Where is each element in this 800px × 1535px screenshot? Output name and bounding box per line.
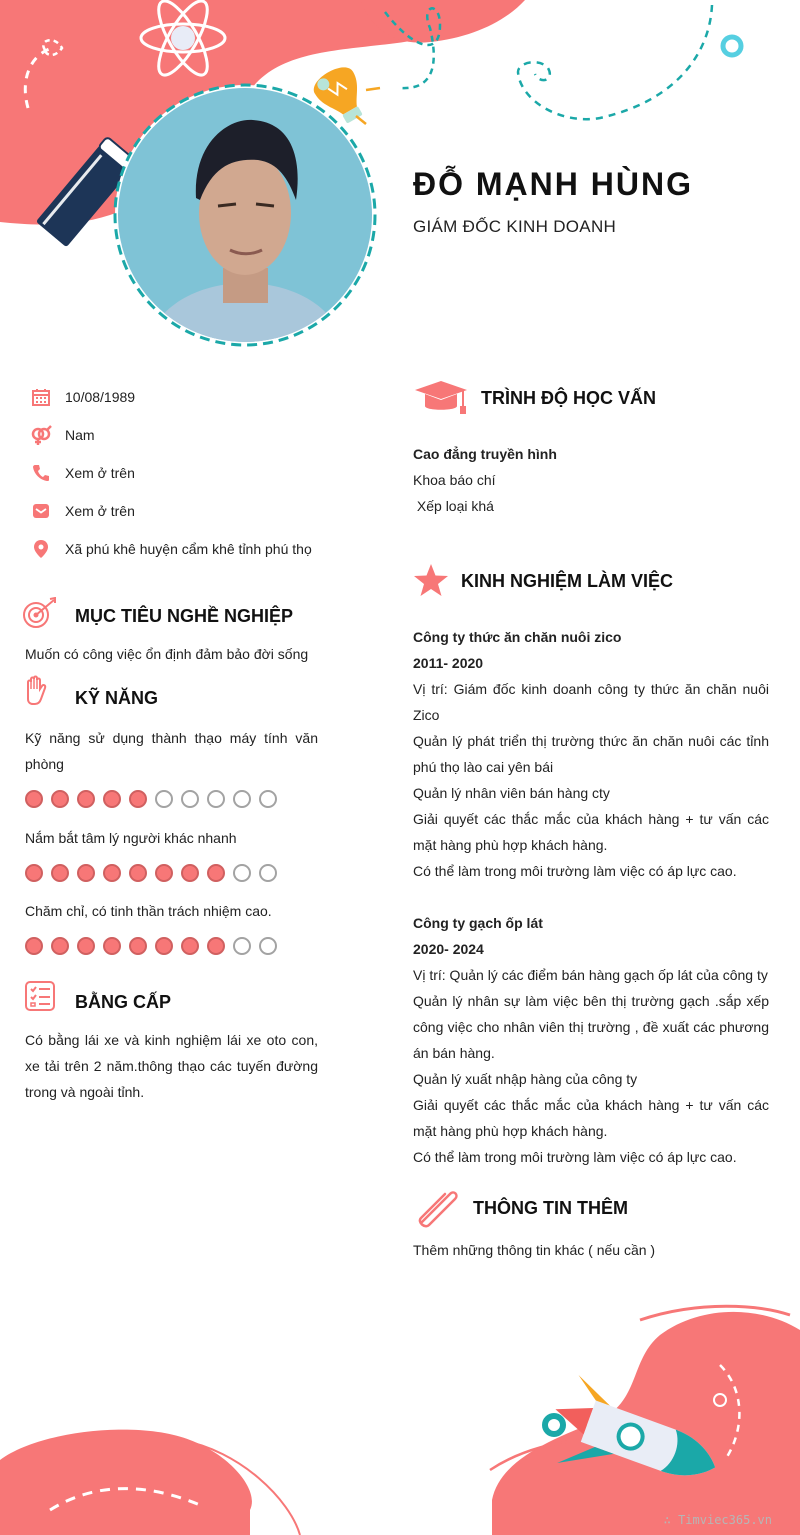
candidate-name: ĐỖ MẠNH HÙNG [413,166,693,202]
skill-rating [25,864,277,882]
job-period: 2020- 2024 [413,941,484,957]
skill-name: Nắm bắt tâm lý người khác nhanh [25,830,237,846]
skill-rating-dot [233,790,251,808]
certificates-text: Có bằng lái xe và kinh nghiệm lái xe oto con, xe tải trên 2 năm.thông thạo các tuyến đường trong và ngoài tỉnh. [25,1032,318,1100]
paperclip-icon [414,1186,460,1233]
skill-rating-dot [155,864,173,882]
skill-rating-dot [129,864,147,882]
skill-rating-dot [77,864,95,882]
email-icon [30,500,52,522]
skill-rating-dot [259,864,277,882]
education-grade: Xếp loại khá [413,498,494,514]
skill-rating-dot [233,864,251,882]
gender-row [30,423,95,447]
job-line: Giải quyết các thắc mắc của khách hàng + tư vấn các mặt hàng phù hợp khách hàng. [413,811,769,853]
skill-rating-dot [51,937,69,955]
email-row [30,499,135,523]
skill-rating-dot [51,864,69,882]
experience-job [413,624,769,884]
job-period: 2011- 2020 [413,655,484,671]
skill-rating-dot [259,937,277,955]
job-title: GIÁM ĐỐC KINH DOANH [413,217,617,236]
job-line: Quản lý nhân sự làm việc bên thị trường gạch .sắp xếp công việc cho nhân viên thị trường , đề xuất các phương án bán hàng. [413,993,769,1061]
objective-heading: MỤC TIÊU NGHỀ NGHIỆP [75,606,294,626]
skill-rating-dot [103,790,121,808]
skill-rating-dot [233,937,251,955]
job-line: Quản lý xuất nhập hàng của công ty [413,1071,638,1087]
skill-rating-dot [103,937,121,955]
skill-rating-dot [207,790,225,808]
education-school: Cao đẳng truyền hình [413,446,557,462]
phone-row [30,461,135,485]
skill-rating-dot [51,790,69,808]
skill-rating-dot [25,790,43,808]
birthday-text: 10/08/1989 [65,389,136,405]
education-heading: TRÌNH ĐỘ HỌC VẤN [481,388,656,408]
skill-name: Kỹ năng sử dụng thành thạo máy tính văn phòng [25,730,318,772]
job-line: Vị trí: Quản lý các điểm bán hàng gạch ốp lát của công ty [413,967,768,983]
phone-text: Xem ở trên [65,465,135,481]
extra-heading: THÔNG TIN THÊM [473,1198,628,1218]
job-line: Có thể làm trong môi trường làm việc có áp lực cao. [413,863,737,879]
checklist-icon [24,980,56,1017]
skill-rating [25,937,277,955]
job-company: Công ty gạch ốp lát [413,915,543,931]
skill-rating-dot [181,937,199,955]
skill-rating-dot [181,790,199,808]
skill-rating [25,790,277,808]
skill-rating-dot [155,937,173,955]
skill-rating-dot [259,790,277,808]
address-row [30,537,312,561]
job-line: Quản lý phát triển thị trường thức ăn chăn nuôi các tỉnh phú thọ lào cai yên bái [413,733,769,775]
experience-heading: KINH NGHIỆM LÀM VIỆC [461,571,674,591]
job-company: Công ty thức ăn chăn nuôi zico [413,629,622,645]
skill-rating-dot [207,864,225,882]
experience-job [413,910,769,1170]
skill-rating-dot [181,864,199,882]
target-icon [22,597,58,634]
skill-rating-dot [129,937,147,955]
skill-rating-dot [25,937,43,955]
gender-icon [30,424,52,446]
skill-name: Chăm chỉ, có tinh thần trách nhiệm cao. [25,903,272,919]
job-line: Giải quyết các thắc mắc của khách hàng + tư vấn các mặt hàng phù hợp khách hàng. [413,1097,769,1139]
profile-photo [118,88,372,342]
skill-rating-dot [77,790,95,808]
skill-rating-dot [207,937,225,955]
email-text: Xem ở trên [65,503,135,519]
skills-heading: KỸ NĂNG [75,688,159,708]
location-pin-icon [30,538,52,560]
certificates-heading: BẰNG CẤP [75,992,172,1012]
calendar-icon [30,386,52,408]
phone-icon [30,462,52,484]
extra-text: Thêm những thông tin khác ( nếu cần ) [413,1242,656,1258]
watermark: ∴ Timviec365.vn [663,1513,772,1527]
star-icon [413,563,449,602]
birthday-row [30,385,135,409]
skill-rating-dot [77,937,95,955]
skill-rating-dot [25,864,43,882]
person-avatar-icon [118,88,372,342]
graduation-cap-icon [413,380,469,421]
raised-hand-icon [24,675,48,712]
skill-rating-dot [103,864,121,882]
skill-rating-dot [155,790,173,808]
education-major: Khoa báo chí [413,472,496,488]
gender-text: Nam [65,427,95,443]
skill-rating-dot [129,790,147,808]
objective-text: Muốn có công việc ổn định đảm bảo đời sống [25,646,309,662]
job-line: Vị trí: Giám đốc kinh doanh công ty thức ăn chăn nuôi Zico [413,681,769,723]
address-text: Xã phú khê huyện cẩm khê tỉnh phú thọ [65,541,312,557]
job-line: Quản lý nhân viên bán hàng cty [413,785,610,801]
job-line: Có thể làm trong môi trường làm việc có áp lực cao. [413,1149,737,1165]
